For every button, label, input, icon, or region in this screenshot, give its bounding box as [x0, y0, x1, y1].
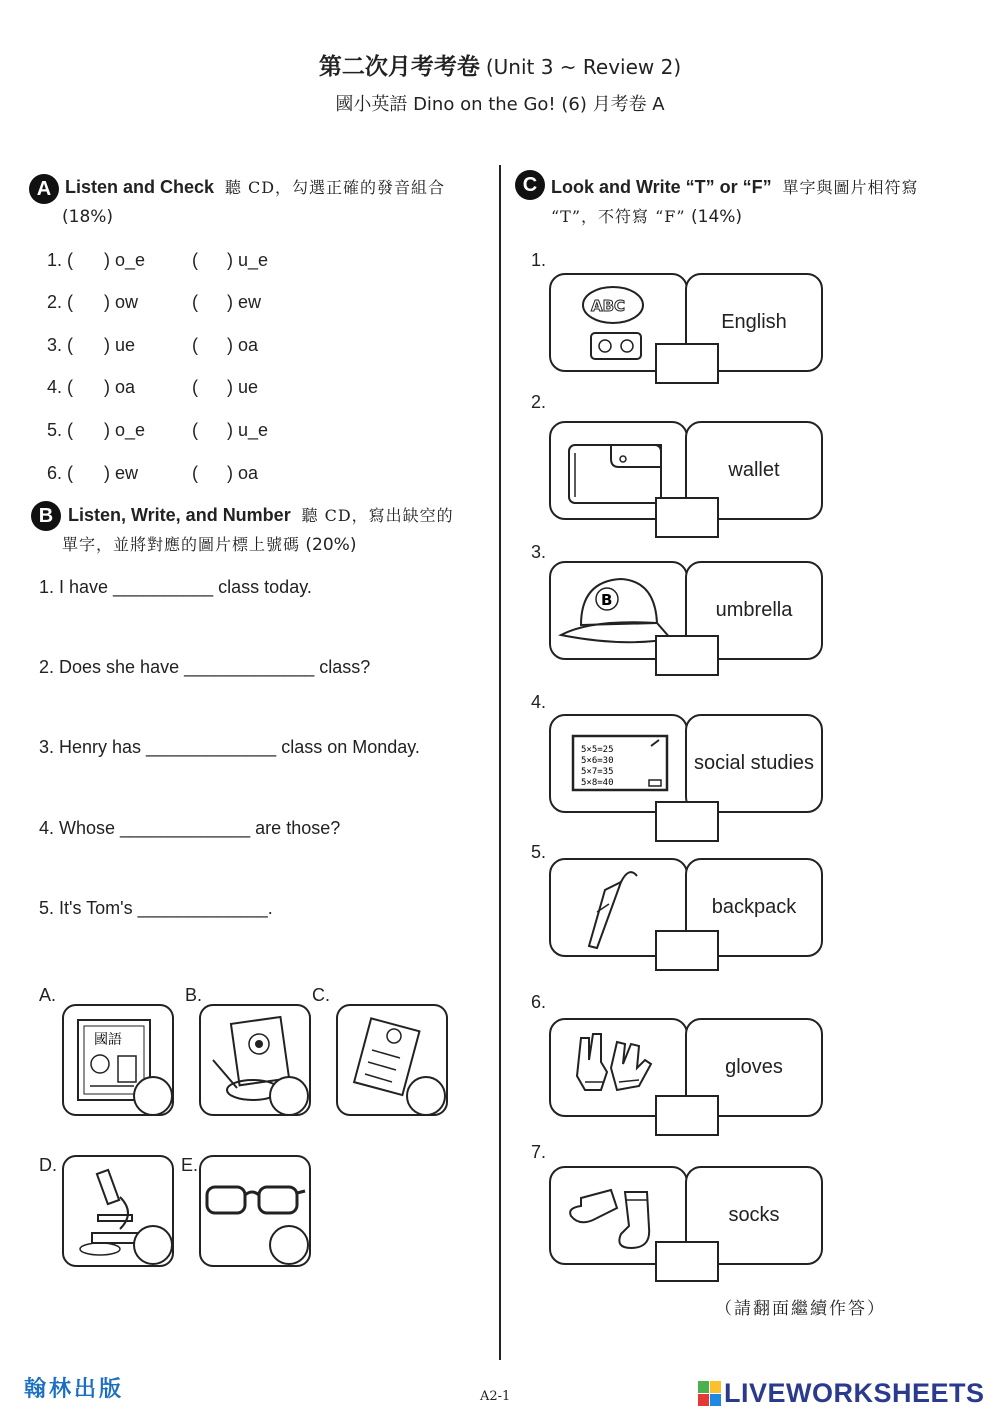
option-1: ) ow: [104, 292, 139, 312]
answer-circle-d[interactable]: [133, 1225, 173, 1265]
publisher-logo: 翰林出版: [24, 1377, 125, 1402]
c-num-5: 5.: [531, 842, 547, 862]
svg-text:5×6=30: 5×6=30: [581, 756, 614, 766]
svg-text:5×7=35: 5×7=35: [581, 767, 614, 777]
c-answer-box-1[interactable]: [655, 343, 719, 384]
section-c-instruction2: “T”，不符寫 “F”: [551, 207, 686, 226]
c-word-card-7: socks: [685, 1166, 823, 1265]
svg-text:ABC: ABC: [591, 297, 626, 315]
c-num-4: 4.: [531, 692, 547, 712]
c-answer-box-7[interactable]: [655, 1241, 719, 1282]
c-word-card-5: backpack: [685, 858, 823, 957]
page-title: 第二次月考考卷 (Unit 3 ~ Review 2): [318, 54, 682, 80]
section-a-header: [65, 172, 495, 203]
section-a-title: Listen and Check: [65, 177, 215, 197]
page-number: A2-1: [480, 1389, 511, 1404]
svg-text:5×8=40: 5×8=40: [581, 778, 614, 788]
section-b-badge: B: [31, 501, 61, 531]
option-2-paren[interactable]: (: [192, 292, 198, 312]
section-c-instruction: 單字與圖片相符寫: [782, 178, 919, 197]
section-c-score: (14%): [691, 207, 743, 227]
svg-text:國語: 國語: [94, 1032, 122, 1048]
liveworksheets-text: LIVEWORKSHEETS: [724, 1378, 985, 1408]
option-1: ) ue: [104, 335, 136, 355]
section-a-badge: A: [29, 174, 59, 204]
c-num-6: 6.: [531, 992, 547, 1012]
question-number[interactable]: 1. (: [47, 250, 74, 270]
pic-letter-e: E.: [181, 1155, 199, 1175]
option-2: ) ew: [227, 292, 262, 312]
pic-letter-d: D.: [39, 1155, 57, 1175]
answer-circle-c[interactable]: [406, 1076, 446, 1116]
option-1: ) oa: [104, 377, 136, 397]
option-2: ) u_e: [227, 420, 269, 440]
answer-circle-b[interactable]: [269, 1076, 309, 1116]
section-c-header: [551, 172, 996, 203]
section-a-instruction: 聽 CD，勾選正確的發音組合: [224, 178, 446, 197]
c-answer-box-2[interactable]: [655, 497, 719, 538]
pic-letter-a: A.: [39, 985, 57, 1005]
section-b-header-line2: [62, 530, 356, 560]
answer-circle-a[interactable]: [133, 1076, 173, 1116]
section-b-header: [68, 500, 498, 531]
section-c-header-line2: [551, 202, 742, 232]
c-word-card-3: umbrella: [685, 561, 823, 660]
c-num-7: 7.: [531, 1142, 547, 1162]
c-num-2: 2.: [531, 392, 547, 412]
option-2-paren[interactable]: (: [192, 463, 198, 483]
section-a-score: (18%): [62, 207, 114, 227]
section-b-title: Listen, Write, and Number: [68, 505, 291, 525]
c-num-1: 1.: [531, 250, 547, 270]
math-board-icon: [551, 716, 686, 811]
c-word-card-4: social studies: [685, 714, 823, 813]
question-number[interactable]: 2. (: [47, 292, 74, 312]
pic-letter-c: C.: [312, 985, 330, 1005]
option-1: ) o_e: [104, 250, 146, 270]
section-b-instruction2: 單字，並將對應的圖片標上號碼: [62, 535, 301, 554]
c-word-card-1: English: [685, 273, 823, 372]
page-title-sub: (Unit 3 ~ Review 2): [485, 55, 682, 79]
option-1: ) ew: [104, 463, 139, 483]
liveworksheets-blocks-icon: [698, 1381, 722, 1407]
c-answer-box-5[interactable]: [655, 930, 719, 971]
option-2-paren[interactable]: (: [192, 335, 198, 355]
option-1: ) o_e: [104, 420, 146, 440]
option-2-paren[interactable]: (: [192, 377, 198, 397]
option-2: ) u_e: [227, 250, 269, 270]
sentence-1[interactable]: 1. I have __________ class today.: [39, 577, 312, 597]
section-b-score: (20%): [305, 535, 357, 555]
option-2-paren[interactable]: (: [192, 420, 198, 440]
c-answer-box-4[interactable]: [655, 801, 719, 842]
c-answer-box-6[interactable]: [655, 1095, 719, 1136]
svg-text:5×5=25: 5×5=25: [581, 745, 614, 755]
sentence-3[interactable]: 3. Henry has _____________ class on Monday.: [39, 737, 420, 757]
section-c-badge: C: [515, 170, 545, 200]
question-number[interactable]: 5. (: [47, 420, 74, 440]
c-answer-box-3[interactable]: [655, 635, 719, 676]
column-divider: [499, 165, 501, 1360]
option-2: ) oa: [227, 335, 259, 355]
section-c-title: Look and Write “T” or “F”: [551, 177, 772, 197]
option-2-paren[interactable]: (: [192, 250, 198, 270]
c-word-card-6: gloves: [685, 1018, 823, 1117]
sentence-2[interactable]: 2. Does she have _____________ class?: [39, 657, 371, 677]
c-word-card-2: wallet: [685, 421, 823, 520]
question-number[interactable]: 4. (: [47, 377, 74, 397]
svg-text:B: B: [601, 591, 613, 609]
sentence-5[interactable]: 5. It's Tom's _____________.: [39, 898, 273, 918]
question-number[interactable]: 3. (: [47, 335, 74, 355]
answer-circle-e[interactable]: [269, 1225, 309, 1265]
pic-letter-b: B.: [185, 985, 203, 1005]
section-b-instruction: 聽 CD，寫出缺空的: [301, 506, 454, 525]
c-num-3: 3.: [531, 542, 547, 562]
c-image-card-4: [549, 714, 688, 813]
sentence-4[interactable]: 4. Whose _____________ are those?: [39, 818, 341, 838]
liveworksheets-logo[interactable]: [698, 1378, 985, 1409]
page-subtitle: 國小英語 Dino on the Go! (6) 月考卷 A: [335, 94, 665, 115]
option-2: ) ue: [227, 377, 259, 397]
turn-over-note: （請翻面繼續作答）: [715, 1299, 886, 1319]
question-number[interactable]: 6. (: [47, 463, 74, 483]
option-2: ) oa: [227, 463, 259, 483]
